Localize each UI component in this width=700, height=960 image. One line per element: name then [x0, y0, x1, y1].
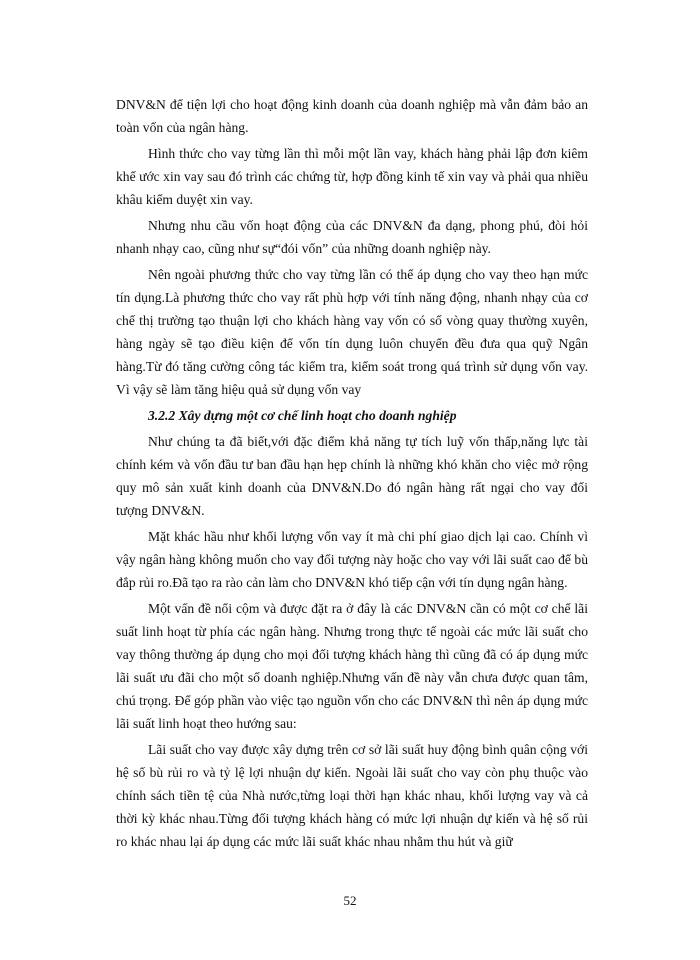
page-number: 52 [343, 893, 357, 908]
page-body [116, 93, 588, 856]
section-heading: 3.2.2 Xây dựng một cơ chế linh hoạt cho doanh nghiệp [148, 408, 457, 423]
paragraph-7: Một vấn đề nổi cộm và được đặt ra ở đây là các DNV&N cần có một cơ chế lãi suất linh hoạt từ phía các ngân hàng. Nhưng trong thực tế ngoài các mức lãi suất cho vay thông thường áp dụng cho mọi đối tượng khách hàng thì cũng đã có áp dụng mức lãi suất ưu đãi cho một số doanh nghiệp.Nhưng vấn đề này vẫn chưa được quan tâm, chú trọng. Để góp phần vào việc tạo nguồn vốn cho các DNV&N thì nên áp dụng mức lãi suất linh hoạt theo hướng sau: [116, 601, 588, 731]
paragraph-1: DNV&N để tiện lợi cho hoạt động kinh doanh của doanh nghiệp mà vẫn đảm bảo an toàn vốn của ngân hàng. [116, 97, 588, 135]
paragraph-2: Hình thức cho vay từng lần thì mỗi một lần vay, khách hàng phải lập đơn kiêm khế ước xin vay sau đó trình các chứng từ, hợp đồng kinh tế xin vay và phải qua nhiều khâu kiểm duyệt xin vay. [116, 146, 588, 207]
paragraph-8: Lãi suất cho vay được xây dựng trên cơ sở lãi suất huy động bình quân cộng với hệ số bù rủi ro và tỷ lệ lợi nhuận dự kiến. Ngoài lãi suất cho vay còn phụ thuộc vào chính sách tiền tệ của Nhà nước,từng loại thời hạn khác nhau, khối lượng vay và cả thời kỳ khác nhau.Từng đối tượng khách hàng có mức lợi nhuận dự kiến và hệ số rủi ro khác nhau lại áp dụng các mức lãi suất khác nhau nhằm thu hút và giữ [116, 742, 588, 849]
paragraph-4: Nên ngoài phương thức cho vay từng lần có thể áp dụng cho vay theo hạn mức tín dụng.Là phương thức cho vay rất phù hợp với tính năng động, nhanh nhạy của cơ chế thị trường tạo thuận lợi cho khách hàng vay vốn có số vòng quay thường xuyên, hàng ngày sẽ tạo điều kiện để vốn tín dụng luôn chuyển đều đưa qua quỹ Ngân hàng.Từ đó tăng cường công tác kiểm tra, kiểm soát trong quá trình sử dụng vốn vay. Vì vậy sẽ làm tăng hiệu quả sử dụng vốn vay [116, 267, 588, 397]
paragraph-5: Như chúng ta đã biết,với đặc điểm khả năng tự tích luỹ vốn thấp,năng lực tài chính kém và vốn đầu tư ban đầu hạn hẹp chính là những khó khăn cho việc mở rộng quy mô sản xuất kinh doanh của DNV&N.Do đó ngân hàng rất ngại cho vay đối tượng DNV&N. [116, 434, 588, 518]
paragraph-3: Nhưng nhu cầu vốn hoạt động của các DNV&N đa dạng, phong phú, đòi hỏi nhanh nhạy cao, cũng như sự“đói vốn” của những doanh nghiệp này. [116, 218, 588, 256]
paragraph-6: Mặt khác hầu như khối lượng vốn vay ít mà chi phí giao dịch lại cao. Chính vì vậy ngân hàng không muốn cho vay đối tượng này hoặc cho vay với lãi suất cao để bù đắp rủi ro.Đã tạo ra rào cản làm cho DNV&N khó tiếp cận với tín dụng ngân hàng. [116, 529, 588, 590]
